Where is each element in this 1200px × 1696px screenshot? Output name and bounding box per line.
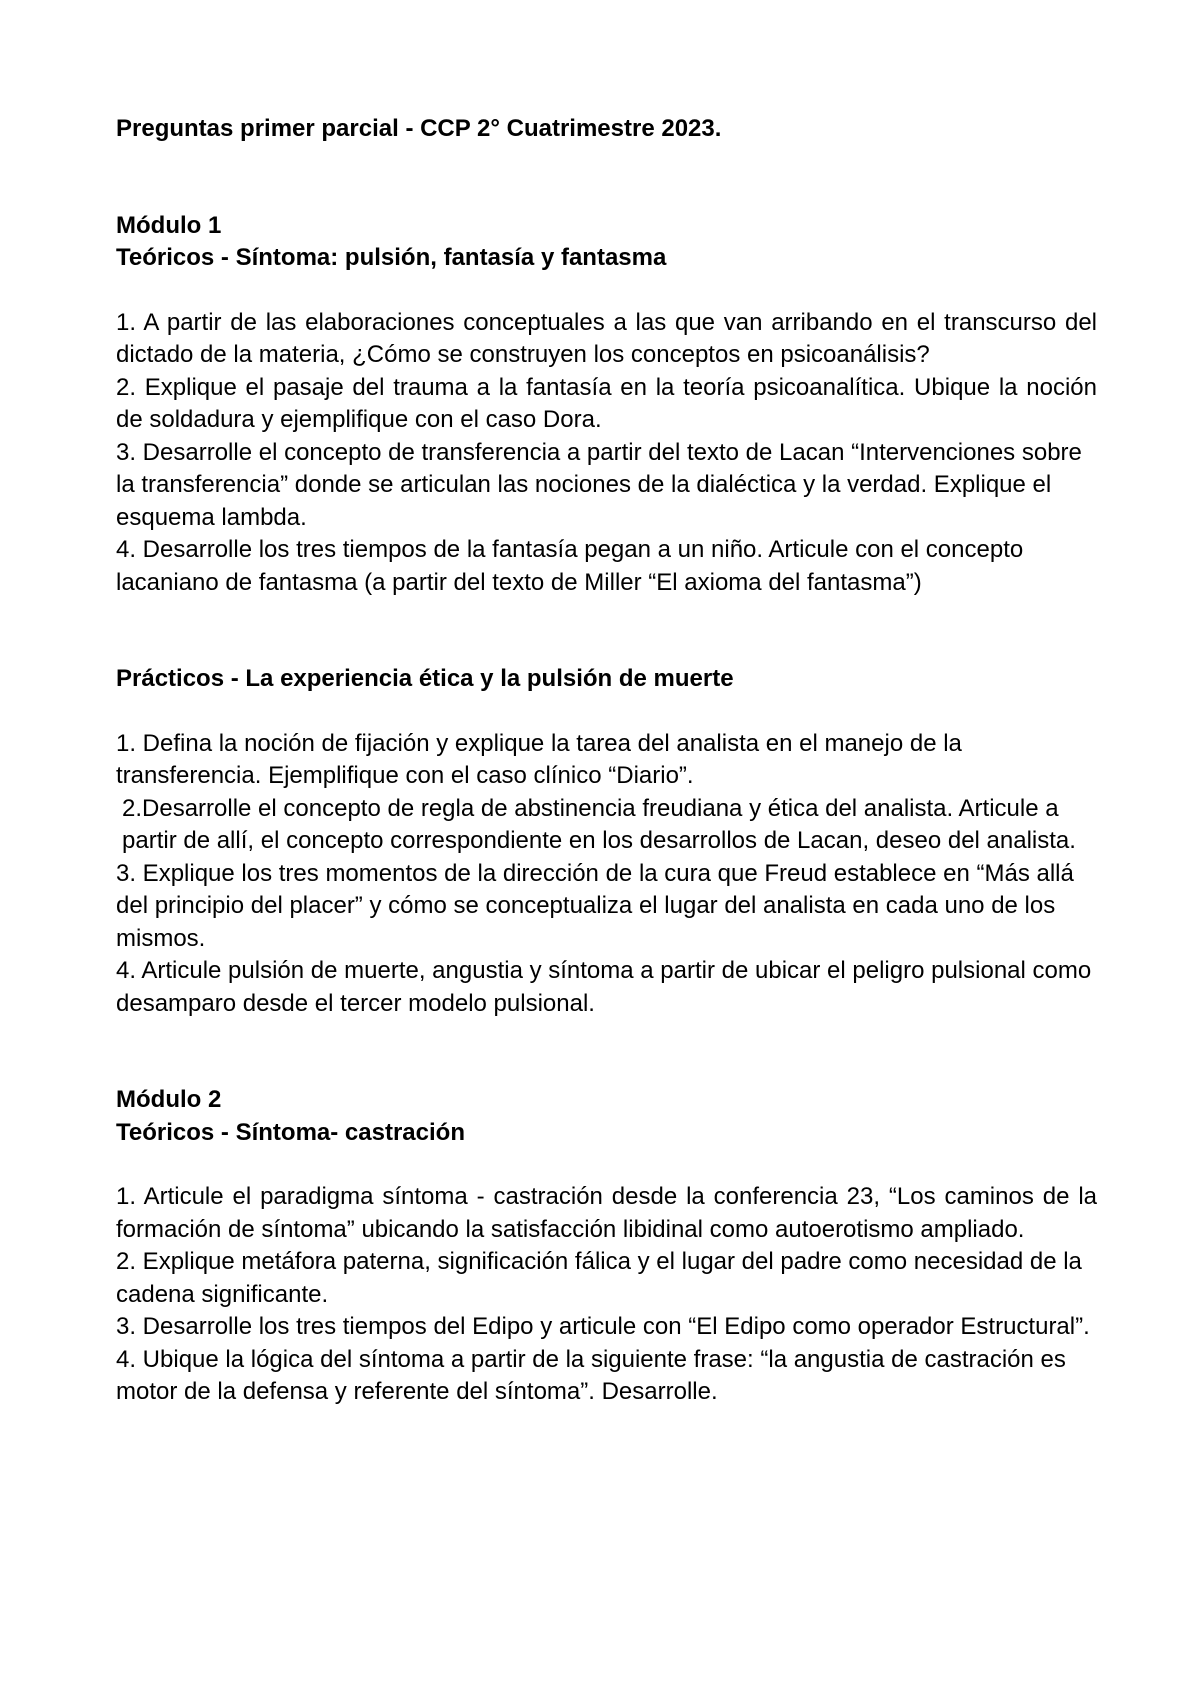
- module-1-practicos-heading: Prácticos - La experiencia ética y la pulsión de muerte: [116, 665, 734, 692]
- spacer: [116, 146, 1097, 210]
- document-title: Preguntas primer parcial - CCP 2° Cuatrimestre 2023.: [116, 115, 722, 142]
- module-2-teoricos-question-1: 1. Articule el paradigma síntoma - castración desde la conferencia 23, “Los caminos de la formación de síntoma” ubicando la satisfacción libidinal como autoerotismo ampliado.: [116, 1183, 1097, 1243]
- spacer: [116, 599, 1097, 663]
- module-1-teoricos-question-4: 4. Desarrolle los tres tiempos de la fantasía pegan a un niño. Articule con el concepto lacaniano de fantasma (a partir del texto de Miller “El axioma del fantasma”): [116, 536, 1024, 596]
- module-1-practicos-question-1: 1. Defina la noción de fijación y explique la tarea del analista en el manejo de la transferencia. Ejemplifique con el caso clínico “Diario”.: [116, 729, 962, 789]
- spacer: [116, 1020, 1097, 1084]
- spacer: [116, 275, 1097, 307]
- module-1-teoricos-heading: Teóricos - Síntoma: pulsión, fantasía y fantasma: [116, 244, 667, 271]
- spacer: [116, 1149, 1097, 1181]
- module-1-practicos-question-2: 2.Desarrolle el concepto de regla de abstinencia freudiana y ética del analista. Articule a partir de allí, el concepto correspondiente en los desarrollos de Lacan, deseo del analista.: [122, 794, 1076, 854]
- module-1-heading: Módulo 1: [116, 211, 222, 239]
- module-1-practicos-question-4: 4. Articule pulsión de muerte, angustia y síntoma a partir de ubicar el peligro pulsional como desamparo desde el tercer modelo pulsional.: [116, 957, 1092, 1017]
- document-body: [116, 113, 1097, 1409]
- module-1-teoricos-question-2: 2. Explique el pasaje del trauma a la fantasía en la teoría psicoanalítica. Ubique la noción de soldadura y ejemplifique con el caso Dora.: [116, 373, 1097, 433]
- spacer: [116, 696, 1097, 728]
- module-1-practicos-question-3: 3. Explique los tres momentos de la dirección de la cura que Freud establece en “Más allá del principio del placer” y cómo se conceptualiza el lugar del analista en cada uno de los mismos.: [116, 859, 1074, 952]
- module-1-teoricos-question-1: 1. A partir de las elaboraciones conceptuales a las que van arribando en el transcurso del dictado de la materia, ¿Cómo se construyen los conceptos en psicoanálisis?: [116, 308, 1097, 368]
- module-2-teoricos-question-4: 4. Ubique la lógica del síntoma a partir de la siguiente frase: “la angustia de castración es motor de la defensa y referente del síntoma”. Desarrolle.: [116, 1345, 1066, 1405]
- module-2-teoricos-question-3: 3. Desarrolle los tres tiempos del Edipo y articule con “El Edipo como operador Estructural”.: [116, 1313, 1090, 1340]
- module-2-teoricos-question-2: 2. Explique metáfora paterna, significación fálica y el lugar del padre como necesidad de la cadena significante.: [116, 1248, 1082, 1308]
- module-2-teoricos-heading: Teóricos - Síntoma- castración: [116, 1118, 465, 1146]
- module-2-heading: Módulo 2: [116, 1086, 222, 1113]
- module-1-teoricos-question-3: 3. Desarrolle el concepto de transferencia a partir del texto de Lacan “Intervenciones sobre la transferencia” donde se articulan las nociones de la dialéctica y la verdad. Explique el esquema lambda.: [116, 438, 1082, 531]
